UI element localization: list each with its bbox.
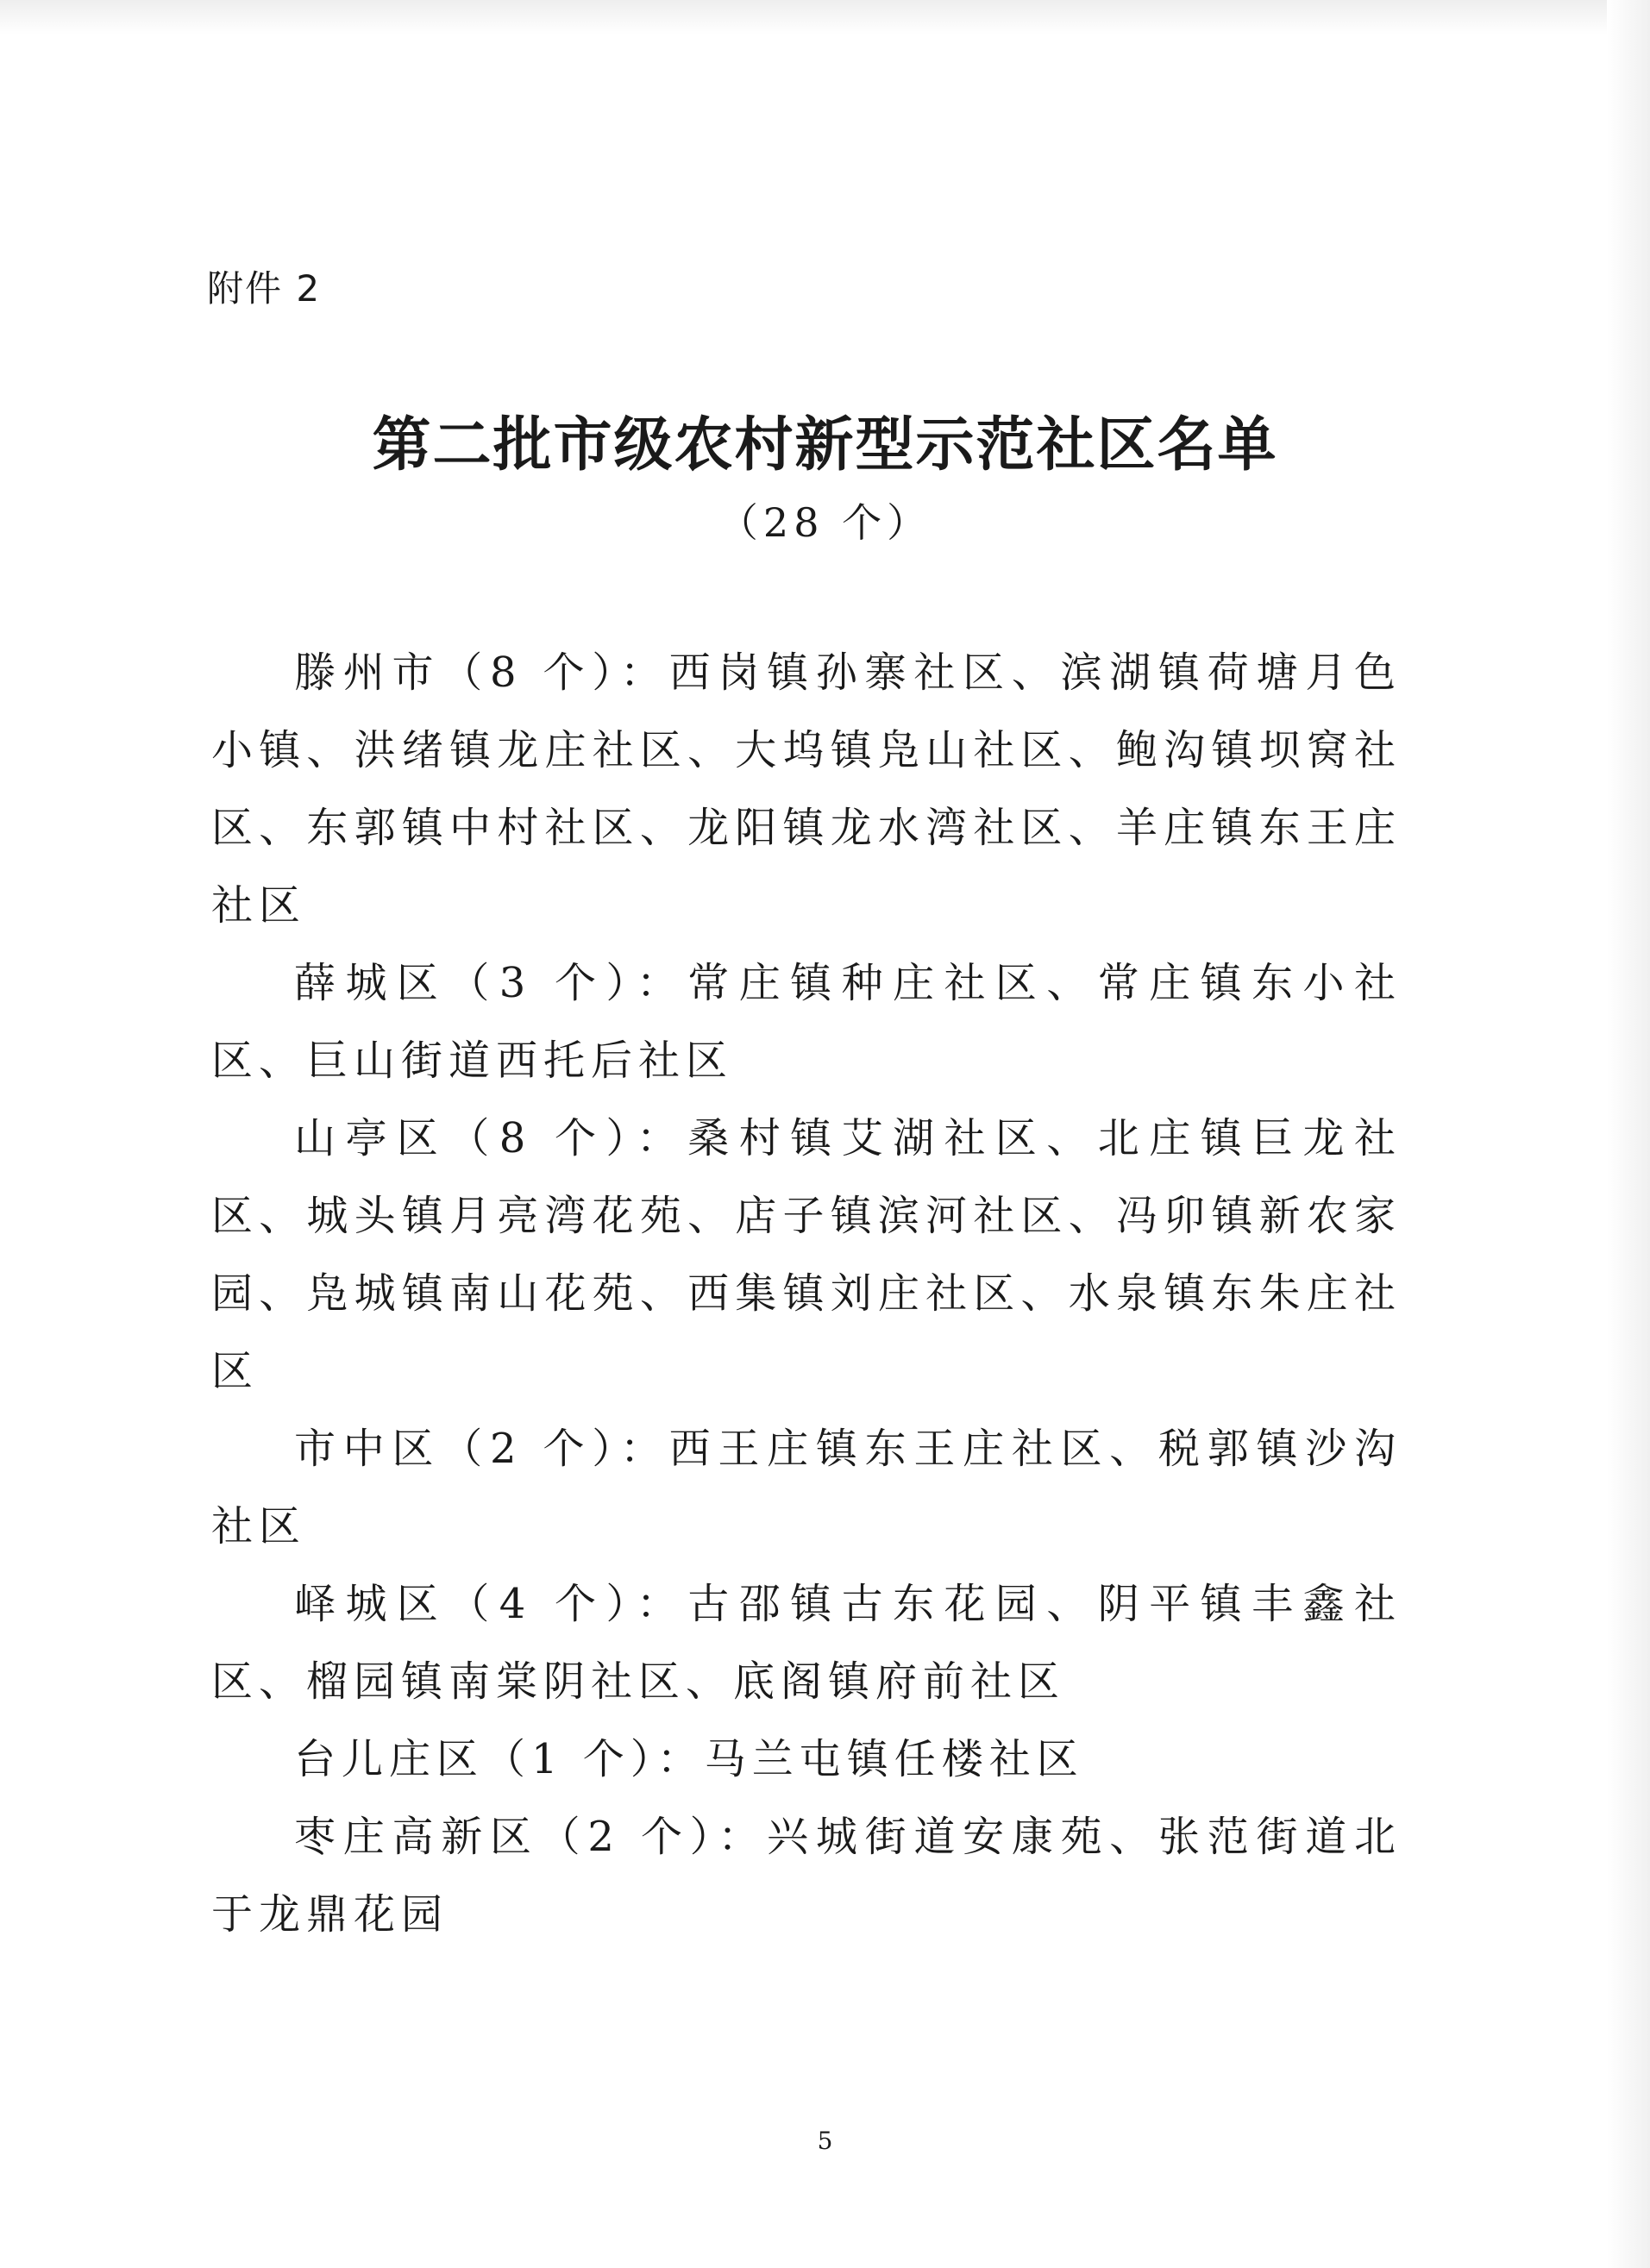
paragraph-xuecheng: 薛城区（3 个）：常庄镇种庄社区、常庄镇东小社区、巨山街道西托后社区 xyxy=(211,959,1402,1085)
paragraph-taierzhuang: 台儿庄区（1 个）：马兰屯镇任楼社区 xyxy=(294,1735,1084,1783)
scan-edge-top xyxy=(0,0,1650,34)
page-number: 5 xyxy=(817,2127,833,2155)
paragraph-shizhong: 市中区（2 个）：西王庄镇东王庄社区、税郭镇沙沟社区 xyxy=(211,1425,1402,1551)
document-subtitle: （28 个） xyxy=(718,499,932,546)
paragraph-yicheng: 峄城区（4 个）：古邵镇古东花园、阴平镇丰鑫社区、榴园镇南棠阴社区、底阁镇府前社区 xyxy=(211,1580,1402,1706)
paragraph-shanting: 山亭区（8 个）：桑村镇艾湖社区、北庄镇巨龙社区、城头镇月亮湾花苑、店子镇滨河社区、冯卯镇新农家园、凫城镇南山花苑、西集镇刘庄社区、水泉镇东朱庄社区 xyxy=(211,1114,1402,1395)
scan-edge-right xyxy=(1607,0,1650,2268)
paragraph-gaoxin: 枣庄高新区（2 个）：兴城街道安康苑、张范街道北于龙鼎花园 xyxy=(211,1813,1402,1939)
attachment-label: 附件 2 xyxy=(207,267,322,310)
document-title: 第二批市级农村新型示范社区名单 xyxy=(372,410,1278,479)
community-list xyxy=(211,634,1402,1953)
paragraph-tengzhou: 滕州市（8 个）：西岗镇孙寨社区、滨湖镇荷塘月色小镇、洪绪镇龙庄社区、大坞镇凫山社区、鲍沟镇坝窝社区、东郭镇中村社区、龙阳镇龙水湾社区、羊庄镇东王庄社区 xyxy=(211,648,1402,930)
